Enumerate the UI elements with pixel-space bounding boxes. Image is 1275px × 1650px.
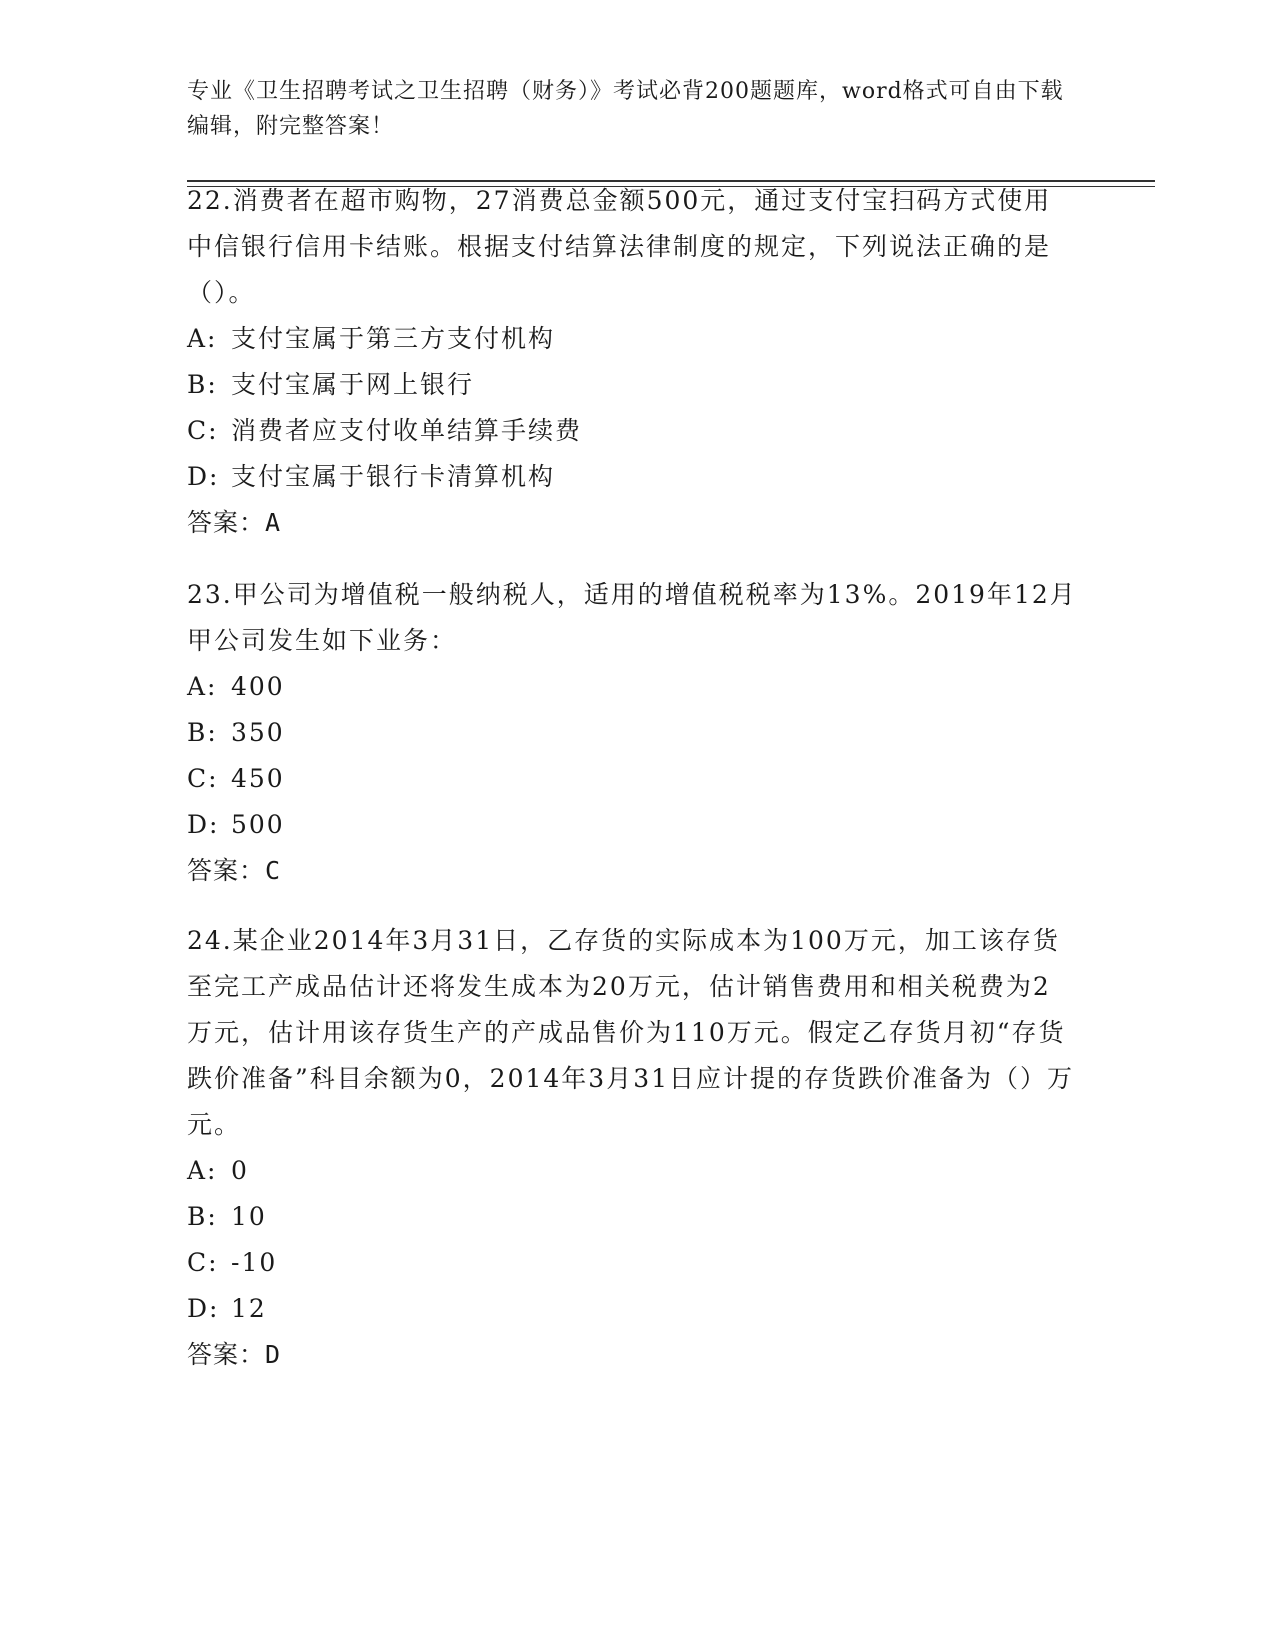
answer-value: C xyxy=(265,856,282,885)
option-c xyxy=(187,756,1077,802)
option-text: 450 xyxy=(231,764,285,793)
option-text: 400 xyxy=(231,672,285,701)
option-key: D: xyxy=(187,462,220,491)
question-24 xyxy=(187,918,1077,1378)
option-text: 消费者应支付收单结算手续费 xyxy=(231,416,583,445)
option-c xyxy=(187,1240,1077,1286)
option-b xyxy=(187,1194,1077,1240)
question-stem: 22.消费者在超市购物，27消费总金额500元，通过支付宝扫码方式使用中信银行信用卡结账。根据支付结算法律制度的规定，下列说法正确的是（）。 xyxy=(187,186,1052,307)
answer-line xyxy=(187,848,1077,894)
option-text: 0 xyxy=(231,1156,249,1185)
answer-label: 答案： xyxy=(187,856,266,885)
question-22 xyxy=(187,178,1077,546)
option-text: -10 xyxy=(231,1248,278,1277)
answer-label: 答案： xyxy=(187,1340,266,1369)
header-text: 专业《卫生招聘考试之卫生招聘（财务）》考试必背200题题库，word格式可自由下载编辑，附完整答案！ xyxy=(187,79,1064,139)
answer-line xyxy=(187,1332,1077,1378)
option-text: 支付宝属于银行卡清算机构 xyxy=(231,462,556,491)
option-text: 支付宝属于网上银行 xyxy=(231,370,475,399)
option-d xyxy=(187,802,1077,848)
document-header xyxy=(187,74,1067,144)
option-a xyxy=(187,1148,1077,1194)
option-d xyxy=(187,454,1077,500)
option-c xyxy=(187,408,1077,454)
question-23 xyxy=(187,572,1077,894)
option-d xyxy=(187,1286,1077,1332)
answer-label: 答案： xyxy=(187,508,266,537)
answer-value: A xyxy=(265,508,282,537)
answer-line xyxy=(187,500,1077,546)
question-stem: 24.某企业2014年3月31日，乙存货的实际成本为100万元，加工该存货至完工产成品估计还将发生成本为20万元，估计销售费用和相关税费为2万元，估计用该存货生产的产成品售价为110万元。假定乙存货月初“存货跌价准备”科目余额为0，2014年3月31日应计提的存货跌价准备为（）万元。 xyxy=(187,926,1075,1139)
option-key: C: xyxy=(187,764,219,793)
option-key: A: xyxy=(187,1156,218,1185)
option-key: C: xyxy=(187,1248,219,1277)
option-text: 350 xyxy=(231,718,285,747)
option-text: 12 xyxy=(231,1294,267,1323)
option-key: B: xyxy=(187,370,218,399)
option-key: C: xyxy=(187,416,219,445)
option-key: B: xyxy=(187,1202,218,1231)
option-b xyxy=(187,362,1077,408)
answer-value: D xyxy=(265,1340,282,1369)
option-key: A: xyxy=(187,672,218,701)
option-key: D: xyxy=(187,810,220,839)
option-a xyxy=(187,316,1077,362)
option-text: 支付宝属于第三方支付机构 xyxy=(231,324,556,353)
option-key: A: xyxy=(187,324,218,353)
option-key: D: xyxy=(187,1294,220,1323)
option-key: B: xyxy=(187,718,218,747)
option-text: 10 xyxy=(231,1202,267,1231)
option-a xyxy=(187,664,1077,710)
option-text: 500 xyxy=(231,810,285,839)
question-stem: 23.甲公司为增值税一般纳税人，适用的增值税税率为13%。2019年12月甲公司发生如下业务： xyxy=(187,580,1077,655)
option-b xyxy=(187,710,1077,756)
